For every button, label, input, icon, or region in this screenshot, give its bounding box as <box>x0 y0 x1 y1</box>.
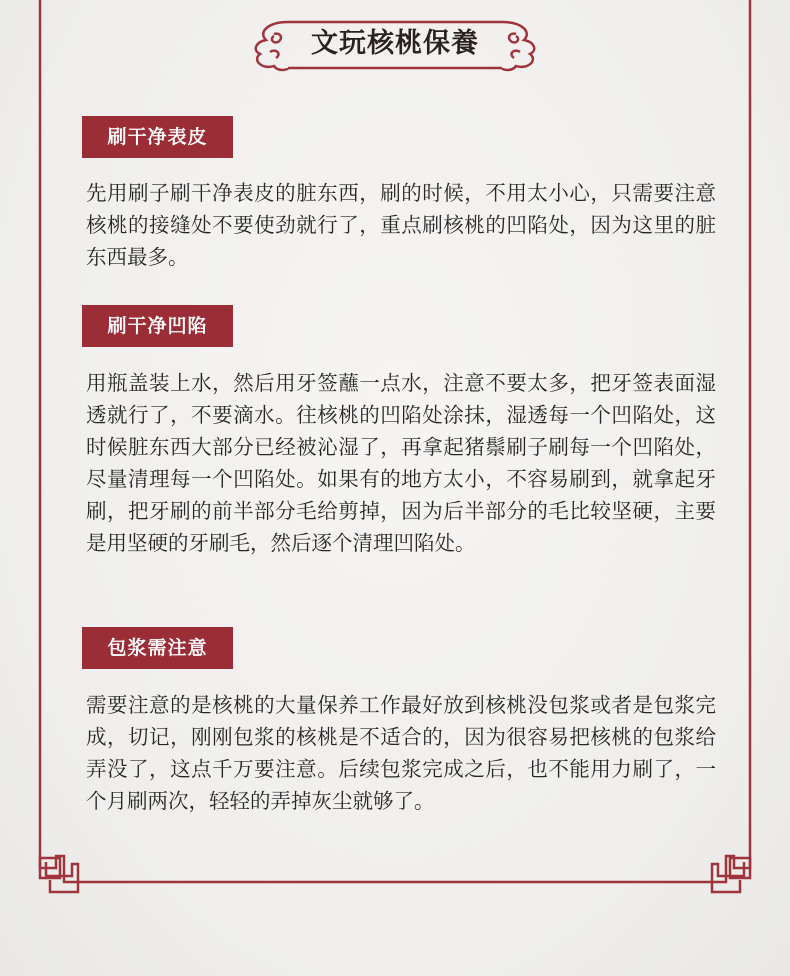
section-heading-clean-skin: 刷干净表皮 <box>82 116 233 158</box>
section-body-clean-skin: 先用刷子刷干净表皮的脏东西，刷的时候，不用太小心，只需要注意核桃的接缝处不要使劲就行了，重点刷核桃的凹陷处，因为这里的脏东西最多。 <box>86 181 716 269</box>
page-title: 文玩核桃保養 <box>311 28 479 59</box>
section-heading-clean-grooves: 刷干净凹陷 <box>82 305 233 347</box>
section-body-clean-grooves: 用瓶盖装上水，然后用牙签蘸一点水，注意不要太多，把牙签表面湿透就行了，不要滴水。往核桃的凹陷处涂抹，湿透每一个凹陷处，这时候脏东西大部分已经被沁湿了，再拿起猪鬃刷子刷每一个凹陷处，尽量清理每一个凹陷处。如果有的地方太小，不容易刷到，就拿起牙刷，把牙刷的前半部分毛给剪掉，因为后半部分的毛比较坚硬，主要是用坚硬的牙刷毛，然后逐个清理凹陷处。 <box>86 371 716 555</box>
corner-knot-right-icon <box>710 848 750 892</box>
section-heading-patina-note: 包浆需注意 <box>82 627 233 669</box>
corner-knot-left-icon <box>40 848 80 892</box>
section-body-patina-note: 需要注意的是核桃的大量保养工作最好放到核桃没包浆或者是包浆完成，切记，刚刚包浆的核桃是不适合的，因为很容易把核桃的包浆给弄没了，这点千万要注意。后续包浆完成之后，也不能用力刷了，一个月刷两次，轻轻的弄掉灰尘就够了。 <box>86 693 716 813</box>
